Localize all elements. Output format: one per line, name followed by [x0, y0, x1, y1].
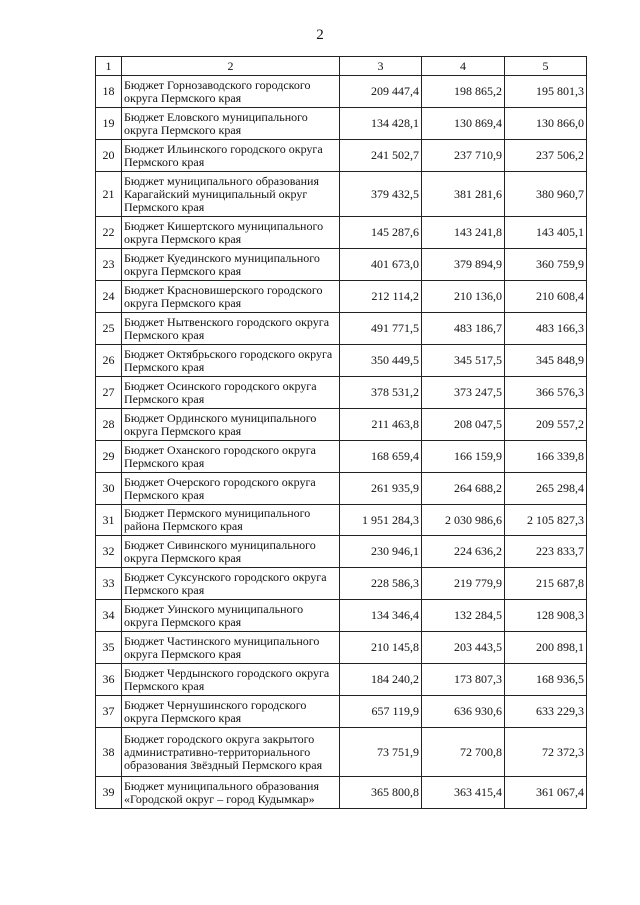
budget-name: Бюджет Частинского муниципального округа Пермского края [122, 632, 340, 664]
table-row [96, 536, 587, 568]
row-number: 19 [96, 108, 122, 140]
value-col-4: 381 281,6 [422, 172, 505, 217]
budget-name: Бюджет Ильинского городского округа Пермского края [122, 140, 340, 172]
value-col-4: 132 284,5 [422, 600, 505, 632]
row-number: 27 [96, 377, 122, 409]
value-col-4: 166 159,9 [422, 441, 505, 473]
budget-name: Бюджет Октябрьского городского округа Пермского края [122, 345, 340, 377]
value-col-4: 636 930,6 [422, 696, 505, 728]
column-header-1: 1 [96, 57, 122, 76]
value-col-5: 360 759,9 [505, 249, 587, 281]
value-col-4: 2 030 986,6 [422, 505, 505, 536]
row-number: 24 [96, 281, 122, 313]
value-col-3: 145 287,6 [340, 217, 422, 249]
table-row [96, 108, 587, 140]
value-col-5: 483 166,3 [505, 313, 587, 345]
value-col-4: 379 894,9 [422, 249, 505, 281]
value-col-3: 241 502,7 [340, 140, 422, 172]
value-col-5: 210 608,4 [505, 281, 587, 313]
table-row [96, 140, 587, 172]
value-col-4: 219 779,9 [422, 568, 505, 600]
budget-name: Бюджет Осинского городского округа Пермского края [122, 377, 340, 409]
row-number: 35 [96, 632, 122, 664]
row-number: 33 [96, 568, 122, 600]
value-col-5: 209 557,2 [505, 409, 587, 441]
value-col-3: 134 428,1 [340, 108, 422, 140]
value-col-4: 237 710,9 [422, 140, 505, 172]
column-header-3: 3 [340, 57, 422, 76]
budget-name: Бюджет Нытвенского городского округа Пермского края [122, 313, 340, 345]
table-row [96, 281, 587, 313]
value-col-3: 491 771,5 [340, 313, 422, 345]
column-header-2: 2 [122, 57, 340, 76]
budget-name: Бюджет Кишертского муниципального округа Пермского края [122, 217, 340, 249]
value-col-4: 198 865,2 [422, 76, 505, 108]
table-row [96, 505, 587, 536]
value-col-3: 73 751,9 [340, 728, 422, 777]
value-col-3: 134 346,4 [340, 600, 422, 632]
row-number: 18 [96, 76, 122, 108]
value-col-3: 212 114,2 [340, 281, 422, 313]
row-number: 38 [96, 728, 122, 777]
row-number: 30 [96, 473, 122, 505]
value-col-5: 223 833,7 [505, 536, 587, 568]
value-col-3: 168 659,4 [340, 441, 422, 473]
value-col-5: 361 067,4 [505, 777, 587, 809]
value-col-3: 228 586,3 [340, 568, 422, 600]
row-number: 28 [96, 409, 122, 441]
row-number: 21 [96, 172, 122, 217]
value-col-4: 345 517,5 [422, 345, 505, 377]
value-col-4: 483 186,7 [422, 313, 505, 345]
budget-name: Бюджет Уинского муниципального округа Пермского края [122, 600, 340, 632]
table-row [96, 76, 587, 108]
table-row [96, 313, 587, 345]
value-col-3: 211 463,8 [340, 409, 422, 441]
value-col-5: 166 339,8 [505, 441, 587, 473]
value-col-5: 143 405,1 [505, 217, 587, 249]
value-col-3: 230 946,1 [340, 536, 422, 568]
budget-name: Бюджет Очерского городского округа Пермского края [122, 473, 340, 505]
row-number: 39 [96, 777, 122, 809]
budget-name: Бюджет Еловского муниципального округа Пермского края [122, 108, 340, 140]
value-col-5: 195 801,3 [505, 76, 587, 108]
row-number: 23 [96, 249, 122, 281]
value-col-5: 380 960,7 [505, 172, 587, 217]
column-header-5: 5 [505, 57, 587, 76]
value-col-5: 128 908,3 [505, 600, 587, 632]
value-col-5: 345 848,9 [505, 345, 587, 377]
column-header-4: 4 [422, 57, 505, 76]
table-row [96, 728, 587, 777]
budget-name: Бюджет Куединского муниципального округа Пермского края [122, 249, 340, 281]
value-col-5: 168 936,5 [505, 664, 587, 696]
value-col-3: 1 951 284,3 [340, 505, 422, 536]
value-col-4: 203 443,5 [422, 632, 505, 664]
budget-name: Бюджет Оханского городского округа Пермского края [122, 441, 340, 473]
table-row [96, 345, 587, 377]
row-number: 36 [96, 664, 122, 696]
row-number: 37 [96, 696, 122, 728]
table-row [96, 600, 587, 632]
table-row [96, 249, 587, 281]
table-header-row [96, 57, 587, 76]
table-row [96, 441, 587, 473]
table-row [96, 172, 587, 217]
table-row [96, 664, 587, 696]
value-col-4: 173 807,3 [422, 664, 505, 696]
value-col-5: 265 298,4 [505, 473, 587, 505]
value-col-4: 208 047,5 [422, 409, 505, 441]
value-col-4: 264 688,2 [422, 473, 505, 505]
budget-name: Бюджет Красновишерского городского округа Пермского края [122, 281, 340, 313]
value-col-4: 130 869,4 [422, 108, 505, 140]
budget-name: Бюджет городского округа закрытого административно-территориального образования Звёздный Пермского края [122, 728, 340, 777]
table-row [96, 473, 587, 505]
budget-name: Бюджет Пермского муниципального района Пермского края [122, 505, 340, 536]
row-number: 34 [96, 600, 122, 632]
value-col-3: 209 447,4 [340, 76, 422, 108]
budget-name: Бюджет Суксунского городского округа Пермского края [122, 568, 340, 600]
table-row [96, 632, 587, 664]
value-col-3: 657 119,9 [340, 696, 422, 728]
value-col-4: 363 415,4 [422, 777, 505, 809]
value-col-3: 261 935,9 [340, 473, 422, 505]
row-number: 32 [96, 536, 122, 568]
budget-name: Бюджет Сивинского муниципального округа Пермского края [122, 536, 340, 568]
value-col-5: 2 105 827,3 [505, 505, 587, 536]
row-number: 20 [96, 140, 122, 172]
value-col-3: 378 531,2 [340, 377, 422, 409]
value-col-3: 350 449,5 [340, 345, 422, 377]
value-col-3: 210 145,8 [340, 632, 422, 664]
row-number: 29 [96, 441, 122, 473]
row-number: 26 [96, 345, 122, 377]
value-col-4: 224 636,2 [422, 536, 505, 568]
value-col-4: 72 700,8 [422, 728, 505, 777]
value-col-5: 237 506,2 [505, 140, 587, 172]
value-col-5: 366 576,3 [505, 377, 587, 409]
table-row [96, 777, 587, 809]
budget-name: Бюджет Чернушинского городского округа Пермского края [122, 696, 340, 728]
budget-name: Бюджет Чердынского городского округа Пермского края [122, 664, 340, 696]
value-col-3: 379 432,5 [340, 172, 422, 217]
table-row [96, 568, 587, 600]
row-number: 31 [96, 505, 122, 536]
value-col-3: 365 800,8 [340, 777, 422, 809]
budget-table [95, 56, 587, 809]
budget-name: Бюджет муниципального образования «Городской округ – город Кудымкар» [122, 777, 340, 809]
value-col-5: 215 687,8 [505, 568, 587, 600]
value-col-3: 184 240,2 [340, 664, 422, 696]
budget-name: Бюджет Ординского муниципального округа Пермского края [122, 409, 340, 441]
table-row [96, 696, 587, 728]
budget-name: Бюджет Горнозаводского городского округа Пермского края [122, 76, 340, 108]
value-col-4: 373 247,5 [422, 377, 505, 409]
value-col-5: 130 866,0 [505, 108, 587, 140]
table-row [96, 377, 587, 409]
row-number: 25 [96, 313, 122, 345]
table-row [96, 409, 587, 441]
value-col-5: 72 372,3 [505, 728, 587, 777]
value-col-5: 200 898,1 [505, 632, 587, 664]
row-number: 22 [96, 217, 122, 249]
value-col-5: 633 229,3 [505, 696, 587, 728]
page-number: 2 [316, 27, 324, 43]
value-col-3: 401 673,0 [340, 249, 422, 281]
value-col-4: 143 241,8 [422, 217, 505, 249]
table-row [96, 217, 587, 249]
budget-name: Бюджет муниципального образования Карагайский муниципальный округ Пермского края [122, 172, 340, 217]
value-col-4: 210 136,0 [422, 281, 505, 313]
